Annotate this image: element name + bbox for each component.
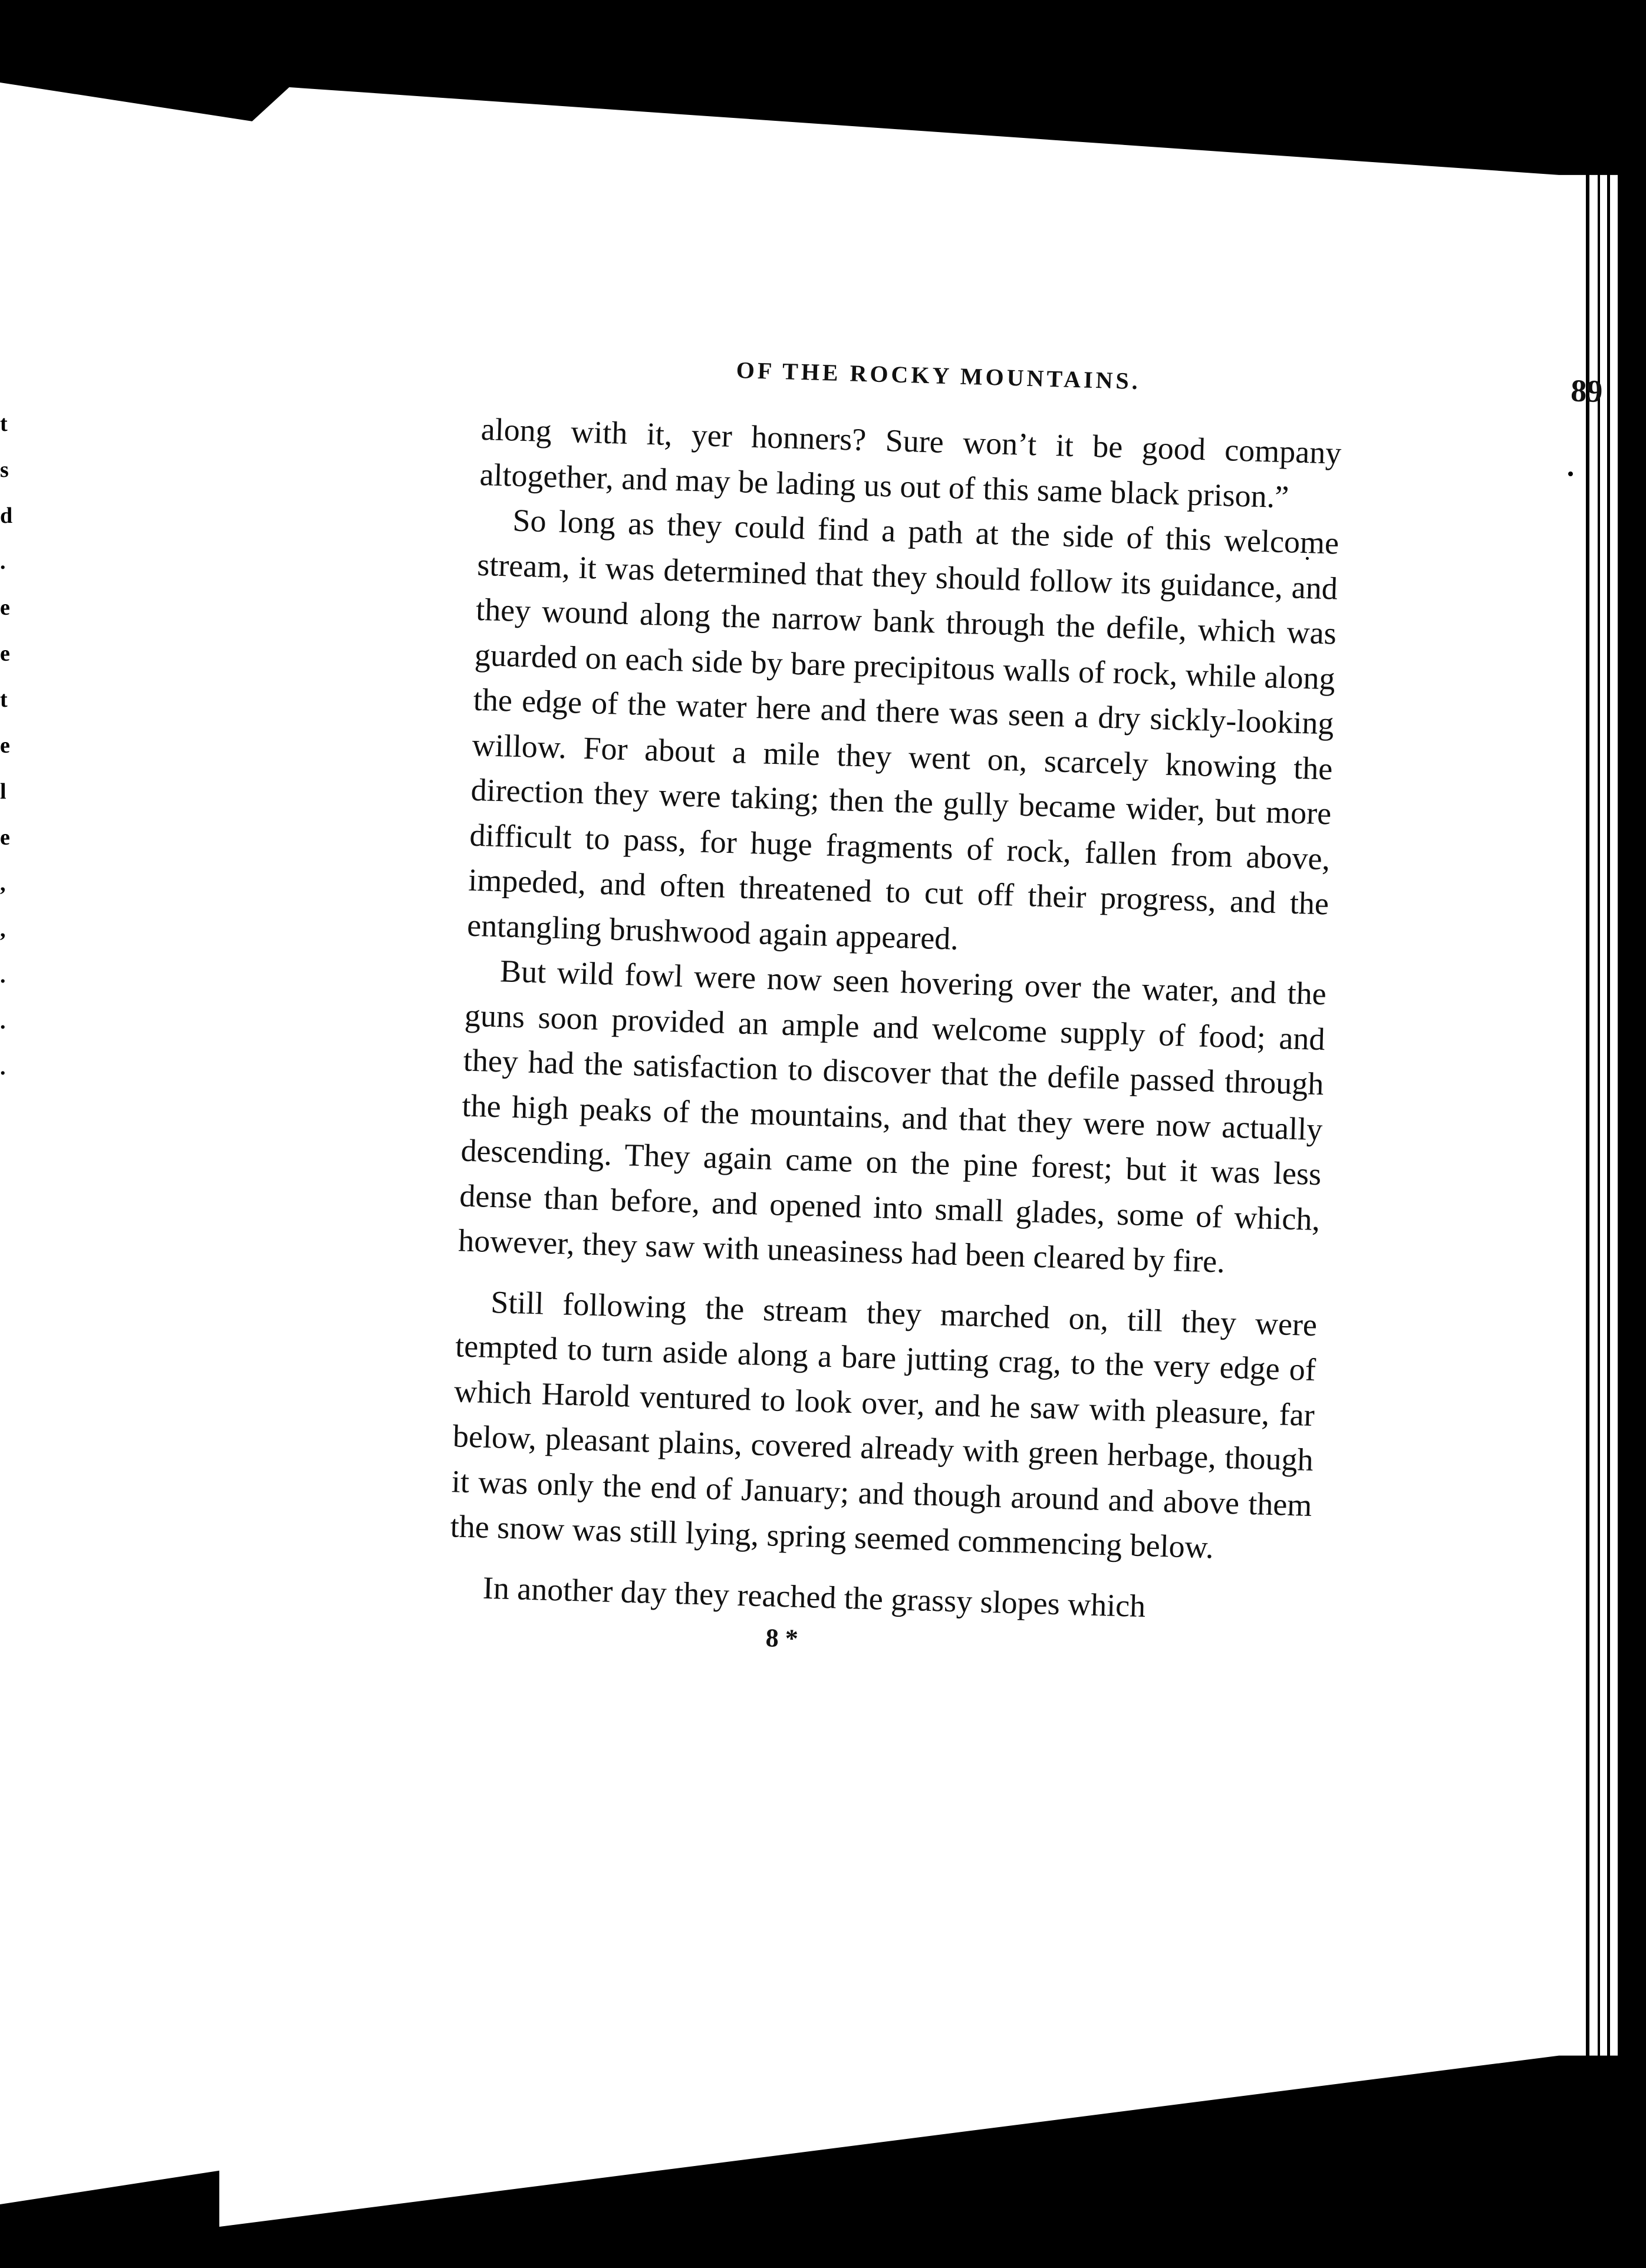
running-title: OF THE ROCKY MOUNTAINS. [736, 357, 1141, 395]
margin-letter: e [0, 825, 10, 850]
facing-page-margin-letters [0, 401, 24, 1090]
page-number: 89 [1570, 372, 1604, 410]
margin-letter: , [0, 871, 6, 896]
margin-letter: d [0, 503, 13, 528]
ink-speck [1568, 472, 1573, 476]
page-edge-line [1598, 141, 1600, 2075]
margin-letter: l [0, 779, 6, 804]
paragraph: Still following the stream they marched on, till they were tempted to turn aside along a bare jutting crag, to the very edge of which Harold ventured to look over, and he saw with pleasure, far below, pleasant plains, covered already with green herbage, though it was only the end of January; and though around and above them the snow was still lying, spring seemed commencing below. [450, 1284, 1318, 1565]
margin-letter: s [0, 457, 9, 482]
margin-letter: . [0, 1055, 6, 1080]
margin-letter: t [0, 411, 8, 436]
margin-letter: e [0, 641, 10, 666]
page-edge-line [1607, 141, 1610, 2075]
page-edge-line [1586, 141, 1589, 2075]
paragraph: So long as they could find a path at the side of this welcome stream, it was determined that they should follow its guidance, and they wound along the narrow bank through the defile, which was guarded on each side by bare precipitous walls of rock, while along the edge of the water here and there was seen a dry sickly-looking willow. For about a mile they went on, scarcely knowing the direction they were taking; then the gully became wider, but more difficult to pass, for huge fragments of rock, fallen from above, impeded, and often threatened to cut off their progress, and the entangling brushwood again appeared. [466, 502, 1339, 957]
margin-letter: t [0, 687, 8, 712]
margin-letter: e [0, 595, 10, 620]
margin-letter: . [0, 549, 6, 574]
margin-letter: . [0, 963, 6, 988]
paragraph: But wild fowl were now seen hovering over the water, and the guns soon provided an ample and welcome supply of food; and they had the satisfaction to discover that the defile passed through the high peaks of the mountains, and that they were now actually descending. They again came on the pine forest; but it was less dense than before, and opened into small glades, some of which, however, they saw with uneasiness had been cleared by fire. [457, 953, 1327, 1280]
margin-letter: , [0, 917, 6, 942]
margin-letter: . [0, 1009, 6, 1034]
paragraph: along with it, yer honners? Sure won’t it be good company altogether, and may be lading us out of this same black prison.” [479, 411, 1342, 515]
page-text-block [447, 342, 1604, 1669]
signature-mark: 8 * [765, 1623, 799, 1653]
margin-letter: e [0, 733, 10, 758]
paragraph: In another day they reached the grassy slopes which [482, 1570, 1147, 1624]
